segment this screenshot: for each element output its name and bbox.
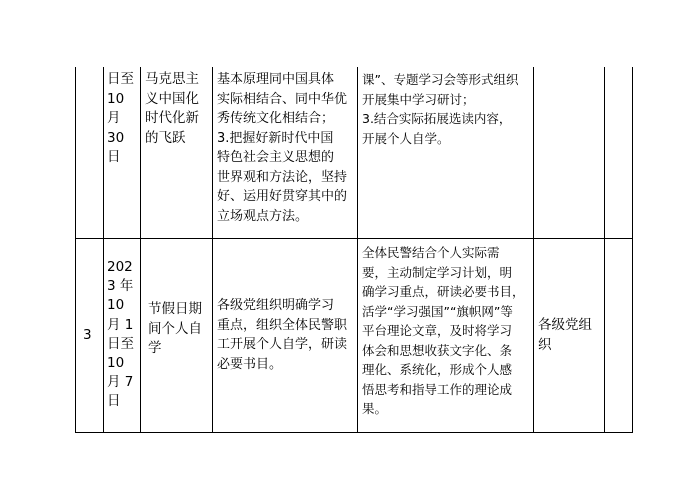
- cell-line: 3 年: [107, 278, 134, 295]
- cell-line: 马克思主: [145, 71, 199, 87]
- cell-line: 理化、系统化，形成个人感: [362, 362, 513, 377]
- cell-line: 悟思考和指导工作的理论成: [362, 381, 513, 397]
- cell-line: 间个人自: [148, 320, 202, 337]
- table-divider-4: [357, 67, 358, 433]
- table-divider-6: [604, 67, 605, 433]
- table-border-left: [75, 67, 76, 433]
- cell-line: 活学“学习强国”“旗帜网”等: [362, 303, 513, 319]
- cell-line: 学: [148, 340, 162, 356]
- cell-line: 节假日期: [148, 301, 202, 317]
- row-divider: [75, 238, 633, 239]
- table-divider-1: [103, 67, 104, 433]
- cell-line: 工开展个人自学，研读: [217, 337, 348, 352]
- cell-line: 日至: [107, 71, 134, 87]
- cell-line: 月: [107, 110, 121, 126]
- cell-line: 3.结合实际拓展选读内容，: [362, 111, 512, 126]
- row2-number-cell: [83, 326, 99, 346]
- cell-line: 日: [107, 149, 121, 165]
- row2-focus-cell: [217, 296, 355, 374]
- cell-line: 体会和思想收获文字化、条: [362, 342, 513, 358]
- cell-line: 重点，组织全体民警职: [217, 317, 348, 333]
- cell-line: 全体民警结合个人实际需: [362, 245, 500, 260]
- table-border-bottom: [75, 432, 633, 433]
- cell-line: 日至: [107, 335, 134, 352]
- cell-line: 平台理论文章，及时将学习: [362, 323, 513, 338]
- cell-line: 世界观和方法论，坚持: [217, 169, 348, 185]
- cell-line: 确学习重点，研读必要书目，: [362, 284, 525, 299]
- row2-date-cell: [107, 258, 139, 412]
- row1-date-cell: [107, 70, 137, 168]
- cell-line: 3.把握好新时代中国: [217, 130, 334, 146]
- row1-theme-cell: [145, 70, 209, 148]
- cell-line: 10: [107, 355, 125, 372]
- cell-line: 的飞跃: [145, 129, 186, 146]
- cell-line: 课”、专题学习会等形式组织: [362, 72, 519, 87]
- cell-line: 10: [107, 297, 125, 314]
- cell-line: 30: [107, 129, 125, 146]
- cell-line: 时代化新: [145, 110, 199, 126]
- cell-line: 开展集中学习研讨；: [362, 91, 475, 107]
- row2-theme-cell: [148, 300, 210, 359]
- cell-line: 好、运用好贯穿其中的: [217, 189, 348, 204]
- cell-line: 立场观点方法。: [217, 208, 309, 224]
- cell-line: 必要书目。: [217, 356, 283, 372]
- row2-method-cell: [362, 243, 532, 419]
- table-border-right: [632, 67, 633, 433]
- table-divider-5: [533, 67, 534, 433]
- row1-focus-cell: [217, 70, 355, 226]
- cell-line: 果。: [362, 401, 388, 416]
- cell-line: 义中国化: [145, 90, 199, 107]
- cell-line: 日: [107, 393, 121, 410]
- table-divider-3: [212, 67, 213, 433]
- cell-line: 特色社会主义思想的: [217, 150, 335, 165]
- row1-method-cell: [362, 70, 532, 148]
- cell-line: 基本原理同中国具体: [217, 72, 335, 87]
- cell-line: 实际相结合、同中华优: [217, 91, 348, 107]
- cell-line: 开展个人自学。: [362, 130, 450, 146]
- row-number: 3: [83, 327, 92, 343]
- cell-line: 各级党组织明确学习: [217, 298, 335, 313]
- cell-line: 各级党组: [538, 317, 592, 333]
- cell-line: 月 1: [107, 316, 134, 333]
- cell-line: 秀传统文化相结合；: [217, 111, 335, 126]
- cell-line: 10: [107, 90, 125, 107]
- row2-unit-cell: [538, 316, 602, 355]
- table-divider-2: [140, 67, 141, 433]
- cell-line: 织: [538, 336, 552, 353]
- cell-line: 202: [107, 259, 133, 275]
- cell-line: 要，主动制定学习计划，明: [362, 264, 513, 280]
- cell-line: 月 7: [107, 374, 134, 391]
